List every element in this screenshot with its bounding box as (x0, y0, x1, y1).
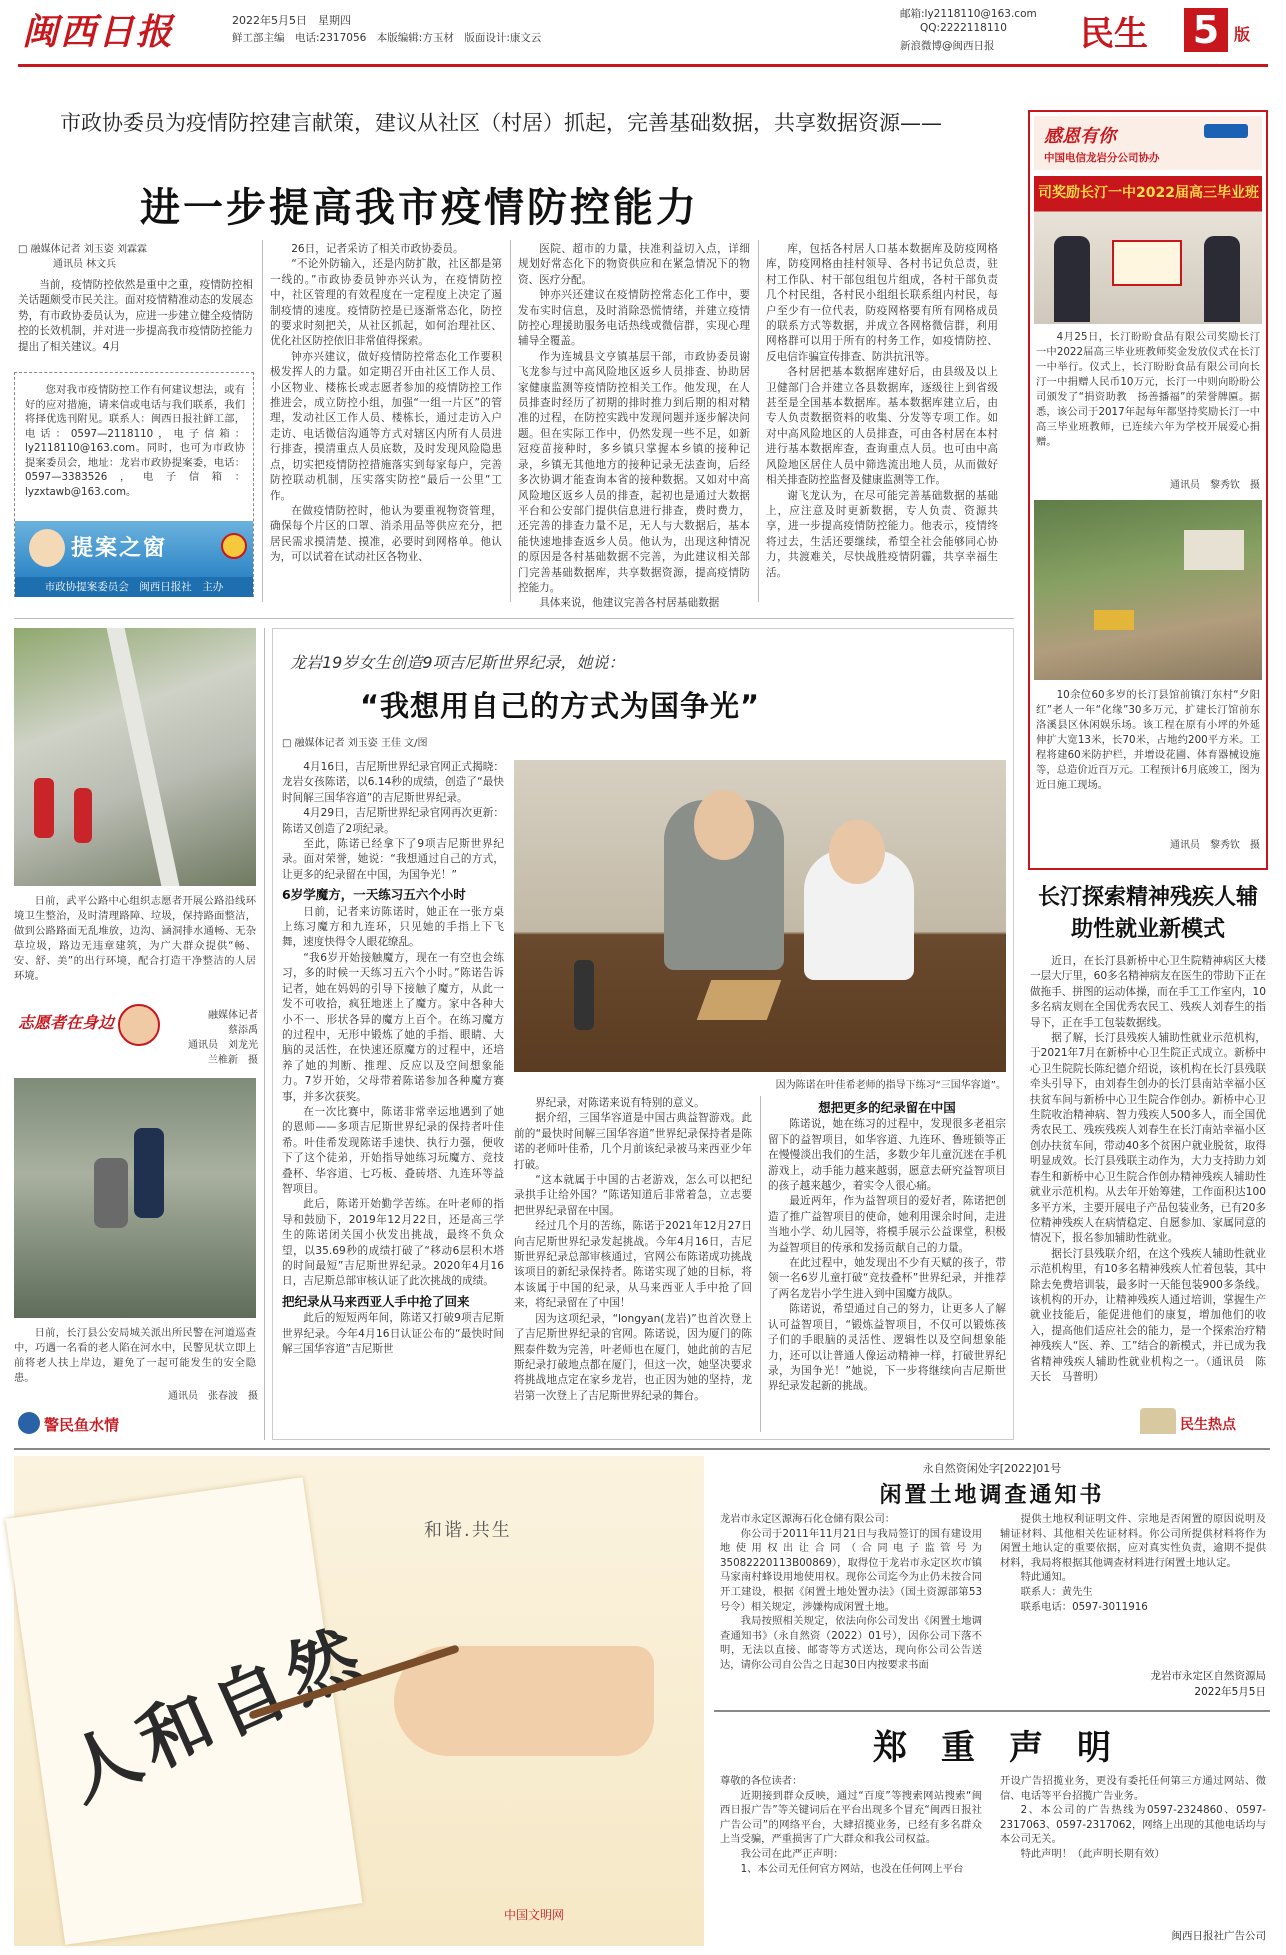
statement-colB (1000, 1774, 1266, 1914)
credit-line: 兰椎新 摄 (208, 1055, 258, 1066)
lead-kicker: 市政协委员为疫情防控建言献策，建议从社区（村居）抓起，完善基础数据，共享数据资源—— (60, 111, 942, 135)
notice-colB (1000, 1512, 1266, 1662)
section-name: 民生 (1080, 14, 1148, 54)
feature-subhead: 把纪录从马来西亚人手中抢了回来 (282, 1293, 470, 1309)
paragraph: 因为这项纪录，“longyan(龙岩)”也首次登上了吉尼斯世界纪录的官网。陈诺说，因为厦门的陈熙泰件数为完善，叶老师也在厦门，她此前的吉尼斯纪录打破地点都在厦门，但这一次，她坚决要求将挑战地点定在家乡龙岩，也正因为她的坚持，龙岩第一次登上了吉尼斯世界纪录的舞台。 (514, 1312, 752, 1402)
notice-ref: 永自然资闲处字[2022]01号 (922, 1462, 1062, 1475)
contact-email: 邮箱:ly2118110@163.com (900, 8, 1037, 20)
masthead-rule (18, 64, 1268, 67)
paragraph: 当前，疫情防控依然是重中之重，疫情防控相关话题颇受市民关注。面对疫情精准动态的发展态势，有市政协委员认为，应进一步建立健全疫情防控的长效机制，并对进一步提高我市疫情防控能力提出了相关建议。4月 (18, 279, 253, 353)
lead-col4 (766, 242, 998, 602)
contact-qq: QQ:2222118110 (920, 22, 1007, 34)
credit-line: 通讯员 刘龙光 (188, 1040, 258, 1051)
police-credit: 通讯员 张春波 摄 (168, 1391, 258, 1402)
paragraph: 在一次比赛中，陈诺非常幸运地遇到了她的恩师——多项吉尼斯世界纪录的保持者叶佳希。叶佳希发现陈诺手速快、执行力强，便收下了这个徒弟，开始指导她练习玩魔方、竞技叠杯、华容道、七巧板、叠砖塔、九连环等益智项目。 (282, 1105, 504, 1195)
page-number-box: 5 (1184, 8, 1228, 52)
caption-text: 日前，武平公路中心组织志愿者开展公路沿线环境卫生整治，及时清理路障、垃圾，保持路面整洁，做到公路路面无乱堆放，边沟、涵洞排水通畅、无杂草垃圾，路边无违章建筑，为广大群众提供“畅、安、舒、美”的出行环境，配合打造干净整洁的人居环境。 (14, 895, 256, 982)
paragraph: 在此过程中，她发现出不少有天赋的孩子，带领一名6岁儿童打破“竞技叠杯”世界纪录，并推荐了两名龙岩小学生进入到中国魔方战队。 (768, 1257, 1006, 1300)
paragraph: 26日，记者采访了相关市政协委员。 (291, 243, 464, 255)
paragraph: 此后，陈诺开始勤学苦练。在叶老师的指导和鼓励下，2019年12月22日，还是高三学生的陈诺闭关国小伙发出挑战，最终不负众望，以35.69秒的成绩打破了“移动6层积木塔的时间最短”吉尼斯世界纪录。2020年4月16日，吉尼斯总部审核认证了此次挑战的成绩。 (282, 1198, 504, 1288)
lead-byline-reporters: □ 融媒体记者 刘玉姿 刘霖霖 (18, 244, 147, 255)
paragraph: 开设广告招揽业务，更没有委托任何第三方通过网站、微信、电话等平台招揽广告业务。 (1000, 1775, 1266, 1802)
staff-line: 鲜工部主编 电话:2317056 本版编辑:方玉材 版面设计:康文云 (232, 32, 542, 44)
hotspot-column-title: 民生热点 (1180, 1417, 1236, 1433)
paragraph: 4月16日，吉尼斯世界纪录官网正式揭晓：龙岩女孩陈诺，以6.14秒的成绩，创造了“最快时间解三国华容道”的吉尼斯世界纪录。 (282, 761, 504, 804)
caption-text: 10余位60多岁的长汀县馆前镇汀东村“夕阳红”老人一年“化缘”30多万元，扩建长汀馆前东洛溪县区休闲娱乐场。该工程在原有小坪的外延伸扩大宽13米，长70米，占地约200平方米。工程将建60米防护栏，并增设花圃、体育器械设施等，总造价近百万元。工程预计6月底竣工，图为近日施工现场。 (1036, 689, 1260, 791)
paragraph: “不论外防输入，还是内防扩散，社区都是第一线的。”市政协委员钟亦兴认为，在疫情防控中，社区管理的有效程度在一定程度上决定了遏制疫情的速度。疫情防控是已逐渐常态化，防控的要求时刻把关，从社区抓起，如何治理社区、优化社区防控依旧非常值得探索。 (270, 258, 502, 348)
caption-text: 日前，长汀县公安局城关派出所民警在河道巡查中，巧遇一名看的老人陷在河水中，民警见状立即上前将老人扶上岸边，避免了一起可能发生的安全隐患。 (14, 1327, 256, 1384)
lead-col3 (518, 242, 750, 610)
paragraph: 此后的短短两年间，陈诺又打破9项吉尼斯世界纪录。今年4月16日认证公布的“最快时间解三国华容道”吉尼斯世 (282, 1312, 504, 1356)
paragraph: 陈诺说，希望通过自己的努力，让更多人了解认可益智项目，“锻炼益智项目，不仅可以锻炼孩子们的手眼脑的灵活性、逻辑性以及空间想象能力，还可以让普通人像运动精神一样，打破世界纪录，为国争光！”她说，下一步将继续向吉尼斯世界纪录发起新的挑战。 (768, 1303, 1006, 1393)
feature-headline: “我想用自己的方式为国争光” (360, 689, 761, 723)
lead-byline (18, 242, 253, 272)
feature-photo (514, 760, 1006, 1072)
notice-colA (720, 1512, 982, 1702)
statement-signer: 闽西日报社广告公司 (1171, 1930, 1266, 1942)
feature-subhead: 6岁学魔方，一天练习五六个小时 (282, 887, 466, 903)
volunteer-photo (14, 628, 256, 886)
paragraph: 我局按照相关规定，依法向你公司发出《闲置土地调查通知书》（永自然资（2022）01号），因你公司下落不明，无法以直接、邮寄等方式送达，现向你公司公告送达，请你公司自公告之日起30日内按要求书面 (720, 1615, 982, 1671)
paragraph: 据介绍，三国华容道是中国古典益智游戏。此前的“最快时间解三国华容道”世界纪录保持者是陈诺的老师叶佳希，几个月前该纪录被马来西亚少年打破。 (514, 1112, 752, 1171)
disability-headline: 长汀探索精神残疾人辅助性就业新模式 (1037, 885, 1258, 942)
police-badge-icon (18, 1412, 40, 1434)
land-notice (714, 1456, 1270, 1704)
statement-box (714, 1716, 1270, 1946)
paragraph: 2、本公司的广告热线为0597-2324860、0597-2317063、0597-2317062，网络上出现的其他电话均与本公司无关。 (1000, 1804, 1266, 1846)
paragraph: 至此，陈诺已经拿下了9项吉尼斯世界纪录。面对荣誉，她说：“我想通过自己的方式，让更多的纪录留在中国，为国争光！” (282, 838, 504, 881)
paragraph: 联系人：黄先生 (1020, 1585, 1093, 1598)
paragraph: 谢飞龙认为，在尽可能完善基础数据的基础上，应注意及时更新数据，专人负责、资源共享，进一步提高疫情防控能力。他表示，疫情终将过去，生活还要继续，希望全社会能够同心协力，共渡难关，尽快战胜疫情阴霾，共享幸福生活。 (766, 489, 998, 579)
emblem-icon (221, 533, 247, 559)
paragraph: 近日，在长汀县新桥中心卫生院精神病区大楼一层大厅里，60多名精神病友在医生的带助下正在做拖手、拼图的运动体操，而在手工工作室内，10多名病友则在全国优秀农民工、残疾人刘春生的指导下，正在手工包装数据线。 (1030, 955, 1266, 1029)
disability-body (1030, 954, 1266, 1410)
paragraph: 在做疫情防控时，他认为要重视物资管理，确保每个片区的口罩、消杀用品等供应充分，把居民需求摸清楚、摸准，必要时到网格单。他认为，可以试着在试动社区各物业、 (270, 504, 502, 564)
paragraph: 特此声明！（此声明长期有效） (1020, 1847, 1165, 1860)
paragraph: 陈诺说，她在练习的过程中，发现很多老祖宗留下的益智项目，如华容道、九连环、鲁班锁等正在慢慢淡出我们的生活，多数少年儿童沉迷在手机游戏上，动手能力越来越弱，愿意去研究益智项目的孩子越来越少，着实令人很心痛。 (768, 1118, 1006, 1193)
contact-weibo: 新浪微博@闽西日报 (900, 40, 995, 52)
telecom-logo-icon (1204, 124, 1248, 138)
lead-headline: 进一步提高我市疫情防控能力 (140, 185, 699, 231)
sponsor-tag: 中国电信龙岩分公司协办 (1044, 152, 1160, 164)
paragraph: 经过几个月的苦练，陈诺于2021年12月27日向吉尼斯世界纪录发起挑战。今年4月16日，吉尼斯世界纪录总部审核通过，官网公布陈诺成功挑战该项目的新纪录保持者。陈诺实现了她的目标，将本该属于中国的纪录，从马来西亚人手中抢了回来，将纪录留在了中国！ (514, 1220, 752, 1310)
police-caption (14, 1326, 256, 1390)
paragraph: 钟亦兴建议，做好疫情防控常态化工作要积极发挥人的力量。如定期召开由社区工作人员、小区物业、楼栋长或志愿者参加的疫情防控工作推进会，成立防控小组，加强“一组一片区”的管理，发动社区工作人员、楼栋长，通过走访入户走访、电话微信沟通等方式对辖区内所有人员进行排查，摸清重点人员底数，及时发现风险隐患点，切实把疫情防控措施落实到每家每户，完善防控联动机制，压实落实防控“最后一公里”工作。 (270, 350, 502, 502)
lead-byline-correspondent: 通讯员 林文兵 (53, 259, 117, 270)
paragraph: 4月29日，吉尼斯世界纪录官网再次更新：陈诺又创造了2项纪录。 (282, 807, 504, 835)
building-icon (1140, 1408, 1176, 1434)
construction-credit: 通讯员 黎秀钦 摄 (1170, 840, 1260, 851)
paragraph: 日前，记者来访陈诺时，她正在一张方桌上练习魔方和九连环，只见她的手指上下飞舞，速度快得令人眼花缭乱。 (282, 905, 504, 949)
feature-kicker: 龙岩19岁女生创造9项吉尼斯世界纪录，她说： (290, 653, 625, 672)
statement-colA (720, 1774, 982, 1944)
volunteer-column-title: 志愿者在身边 (18, 1013, 115, 1032)
paragraph: 医院、超市的力量，扶准利益切入点，详细规划好常态化下的物资供应和在紧急情况下的物资、医疗分配。 (518, 243, 750, 286)
notice-title: 闲置土地调查通知书 (879, 1483, 1105, 1508)
credit-line: 融媒体记者 (208, 1010, 258, 1021)
sponsor-title: 感恩有你 (1044, 126, 1116, 147)
feature-colB (514, 1096, 752, 1432)
volunteer-avatar (118, 1004, 160, 1046)
paragraph: 各村居把基本数据库建好后，由县级及以上卫健部门合并建立各县数据库，逐级往上到省级甚至是全国基本数据库。基本数据库建立后，由专人负责数据资料的收集、分发等专项工作。如对中高风险地区的人员排查，可由各村居在本村进行基本数据库查，查询重点人员。也可由中高风险地区居住人员中筛选流出地人员，从而做好相关排查防控监督及健康监测等工作。 (766, 366, 998, 487)
volunteer-credits (168, 1008, 258, 1068)
paragraph: 据了解，长汀县残疾人辅助性就业示范机构，于2021年7月在新桥中心卫生院正式成立。新桥中心卫生院院长陈纪德介绍说，该机构在长汀县残联牵头引导下，由刘春生创办的长汀县南站幸福小区扶贫车间与新桥中心卫生院合作创办。新桥中心卫生院收治精神病、智力残疾人500多人，而全国优秀农民工、残疾残疾人刘春生在长汀南站幸福小区创办扶贫车间，带动40多个贫困户就业脱贫，取得明显成效。长汀县残联主动作为，大力支持助力刘春生和新桥中心卫生院合作创办精神残疾人辅助性就业示范机构。从去年开始筹建，工作面积达100多平方米，主要开展电子产品包装业务，已有20多位精神残疾人在病情稳定、自愿参加、家属同意的情况下，报名参加辅助性就业。 (1030, 1032, 1266, 1245)
masthead (0, 0, 1286, 88)
paragraph: 具体来说，他建议完善各村居基础数据 (539, 597, 720, 610)
paragraph: 1、本公司无任何官方网站，也没在任何网上平台 (740, 1862, 964, 1875)
newspaper-logo: 闽西日报 (22, 11, 175, 53)
proposal-banner (15, 521, 253, 577)
notice-signer: 龙岩市永定区自然资源局 (1150, 1670, 1266, 1682)
paragraph: 作为连城县文亨镇基层干部，市政协委员谢飞龙参与过中高风险地区返乡人员排查、协助居家健康监测等疫情防控相关工作。他发现，在人员排查时经历了初期的排时推力到后期的相对精准的过程，在防控实践中发现问题并逐步解决问题。但在实际工作中，仍然发现一些不足，如新冠疫苗接种时，多乡镇只掌握本乡镇的接种记录，乡镇无其他地方的接种记录无法查询，后经多次协调才能查询本省的接种数据。又如对中高风险地区返乡人员的排查，起初也是通过大数据平台和公安部门提供信息进行排查，费时费力，还完善的排查力量不足，无人与大数据后，基本能快速地排查返乡人员。他认为，出现这种情况的原因是各村基础数据不完善，为此建议相关部门完善基础数据库，共享数据资源，提高疫情防控能力。 (518, 350, 750, 594)
paragraph: “这本就属于中国的古老游戏，怎么可以把纪录拱手让给外国？”陈诺知道后非常着急，立志要把世界纪录留在中国。 (514, 1174, 752, 1217)
feature-byline: □ 融媒体记者 刘玉姿 王佳 文/图 (282, 738, 428, 749)
paragraph: 联系电话：0597-3011916 (1020, 1600, 1148, 1613)
lead-col2 (270, 242, 502, 602)
harmony-title: 和谐.共生 (424, 1520, 512, 1541)
feature-photo-caption: 因为陈诺在叶佳希老师的指导下练习“三国华容道”。 (775, 1080, 1006, 1091)
volunteer-caption (14, 894, 256, 1014)
paragraph: 龙岩市永定区源海石化仓储有限公司： (720, 1513, 896, 1525)
issue-date: 2022年5月5日 星期四 (232, 14, 351, 27)
feature-colA (282, 760, 504, 1432)
paragraph: 钟亦兴还建议在疫情防控常态化工作中，要发布实时信息，及时消除恐慌情绪，并建立疫情防控心理援助服务电话热线或微信群，实现心理辅导全覆盖。 (518, 289, 750, 348)
paragraph: 据长汀县残联介绍，在这个残疾人辅助性就业示范机构里，有10多名精神残疾人忙着包装，其中除去免费培训装，最多时一天能包装900多条线。该机构的开办，让精神残疾人通过培训，掌握生产就业技能后，能促进他们的康复，增加他们的收入，提高他们适应社会的能力，是一个探索治疗精神残疾人“医、养、工”结合的新模式，并已成为我省精神残疾人辅助性就业机构之一。（通讯员 陈天长 马普明） (1030, 1247, 1266, 1383)
paragraph: 提供土地权利证明文件、宗地是否闲置的原因说明及辅证材料、其他相关佐证材料。你公司所提供材料将作为闲置土地认定的重要依据，应对真实性负责，逾期不提供材料，我局将根据其他调查材料进行闲置土地认定。 (1000, 1513, 1266, 1569)
sponsor-header (1034, 116, 1262, 170)
harmony-main-text: 人和自然 (53, 1610, 380, 1817)
paragraph: 界纪录，对陈诺来说有特别的意义。 (535, 1097, 705, 1109)
paragraph: 你公司于2011年11月21日与我局签订的国有建设用地使用权出让合同（合同电子监管号为35082220113B00869），取得位于龙岩市永定区坎市镇马家南村蜂设用地使用权。现你公司迄今为止仍未按合同开工建设，根据《闲置土地处置办法》（国土资源部第53号令）相关规定，涉嫌构成闲置土地。 (720, 1527, 982, 1613)
proposal-text: 您对我市疫情防控工作有何建议想法，或有好的应对措施，请来信或电话与我们联系，我们将择优选刊附见。联系人：闽西日报社鲜工部，电话：0597—2118110，电子信箱：ly2118110@163.com。同时，也可为市政协提案委员会，地址：龙岩市政协提案委，电话：0597—3383526，电子信箱：lyzxtawb@163.com。 (25, 384, 245, 498)
banner-text: 司奖励长汀一中2022届高三毕业班 (1038, 185, 1259, 201)
police-photo (14, 1078, 256, 1318)
proposal-title: 提案之窗 (71, 536, 168, 561)
pen-icon (29, 529, 65, 567)
construction-caption (1036, 688, 1260, 838)
lead-col1 (18, 278, 253, 366)
page-suffix: 版 (1234, 25, 1251, 44)
paragraph: 库，包括各村居人口基本数据库及防疫网格库，防疫网格由挂村领导、各村书记负总责，驻村工作队、村干部包组包片组成，各村干部负责几个村民组，各村民小组组长联系组内村民，每户至少有一位代表，防疫网格要有所有网格成员的联系方式等数据，并成立各网格微信群，利用网格群可以用于所有的村务工作，如疫情防控、反电信诈骗宣传排查、防洪抗汛等。 (766, 243, 998, 363)
donation-photo (1034, 176, 1262, 324)
paragraph: 近期接到群众反映，通过“百度”等搜索网站搜索“闽西日报广告”等关键词后在平台出现多个冒充“闽西日报社广告公司”的网络平台，大肆招揽业务，已经有多名群众上当受骗，严重损害了广大群众和我公司权益。 (720, 1789, 982, 1846)
caption-text: 4月25日，长汀盼盼食品有限公司奖励长汀一中2022届高三毕业班教师奖金发放仪式在长汀一中举行。仪式上，长汀盼盼食品有限公司向长汀一中捐赠人民币10万元，长汀一中则向盼盼公司颁发了“捐资助教 扬善播福”的荣誉牌匾。据悉，该公司于2017年起每年都坚持奖励长汀一中高三毕业班教师，已连续六年为学校开展爱心捐赠。 (1036, 331, 1260, 448)
construction-photo (1034, 500, 1262, 680)
harmony-footer: 中国文明网 (504, 1908, 565, 1922)
donation-caption (1036, 330, 1260, 480)
proposal-footer: 市政协提案委员会 闽西日报社 主办 (15, 577, 253, 597)
donation-credit: 通讯员 黎秀钦 摄 (1170, 480, 1260, 491)
hand-icon (394, 1646, 654, 1756)
statement-title: 郑 重 声 明 (873, 1728, 1111, 1768)
paragraph: 最近两年，作为益智项目的爱好者，陈诺把创造了推广益智项目的使命，她利用课余时间，走进当地小学、幼儿园等，将模手展示公益课堂，积极为益智项目的传承和发扬贡献自己的力量。 (768, 1195, 1006, 1254)
paragraph: 特此通知。 (1020, 1571, 1073, 1584)
feature-subhead: 想把更多的纪录留在中国 (818, 1100, 956, 1115)
harmony-ad (14, 1456, 704, 1946)
paragraph: 我公司在此严正声明： (740, 1847, 844, 1860)
paragraph: “我6岁开始接触魔方，现在一有空也会练习，多的时候一天练习五六个小时。”陈诺告诉记者，她在妈妈的引导下接触了魔方，从此一发不可收拾，疯狂地迷上了魔方。家中各种大小不一、形状各异的魔方上百个。在练习魔方的过程中，无形中锻炼了她的手指、眼睛、大脑的灵活性，在快速还原魔方的过程中，还培养了她的判断、推理、反应以及空间想象能力。7岁开始，父母带着陈诺参加各种魔方赛事，并多次获奖。 (282, 951, 504, 1103)
credit-line: 蔡添禹 (228, 1025, 258, 1036)
feature-colC (768, 1096, 1006, 1432)
paragraph: 尊敬的各位读者： (720, 1775, 803, 1787)
notice-date: 2022年5月5日 (1194, 1686, 1266, 1698)
proposal-box (14, 372, 254, 597)
police-column-title: 警民鱼水情 (44, 1416, 120, 1434)
